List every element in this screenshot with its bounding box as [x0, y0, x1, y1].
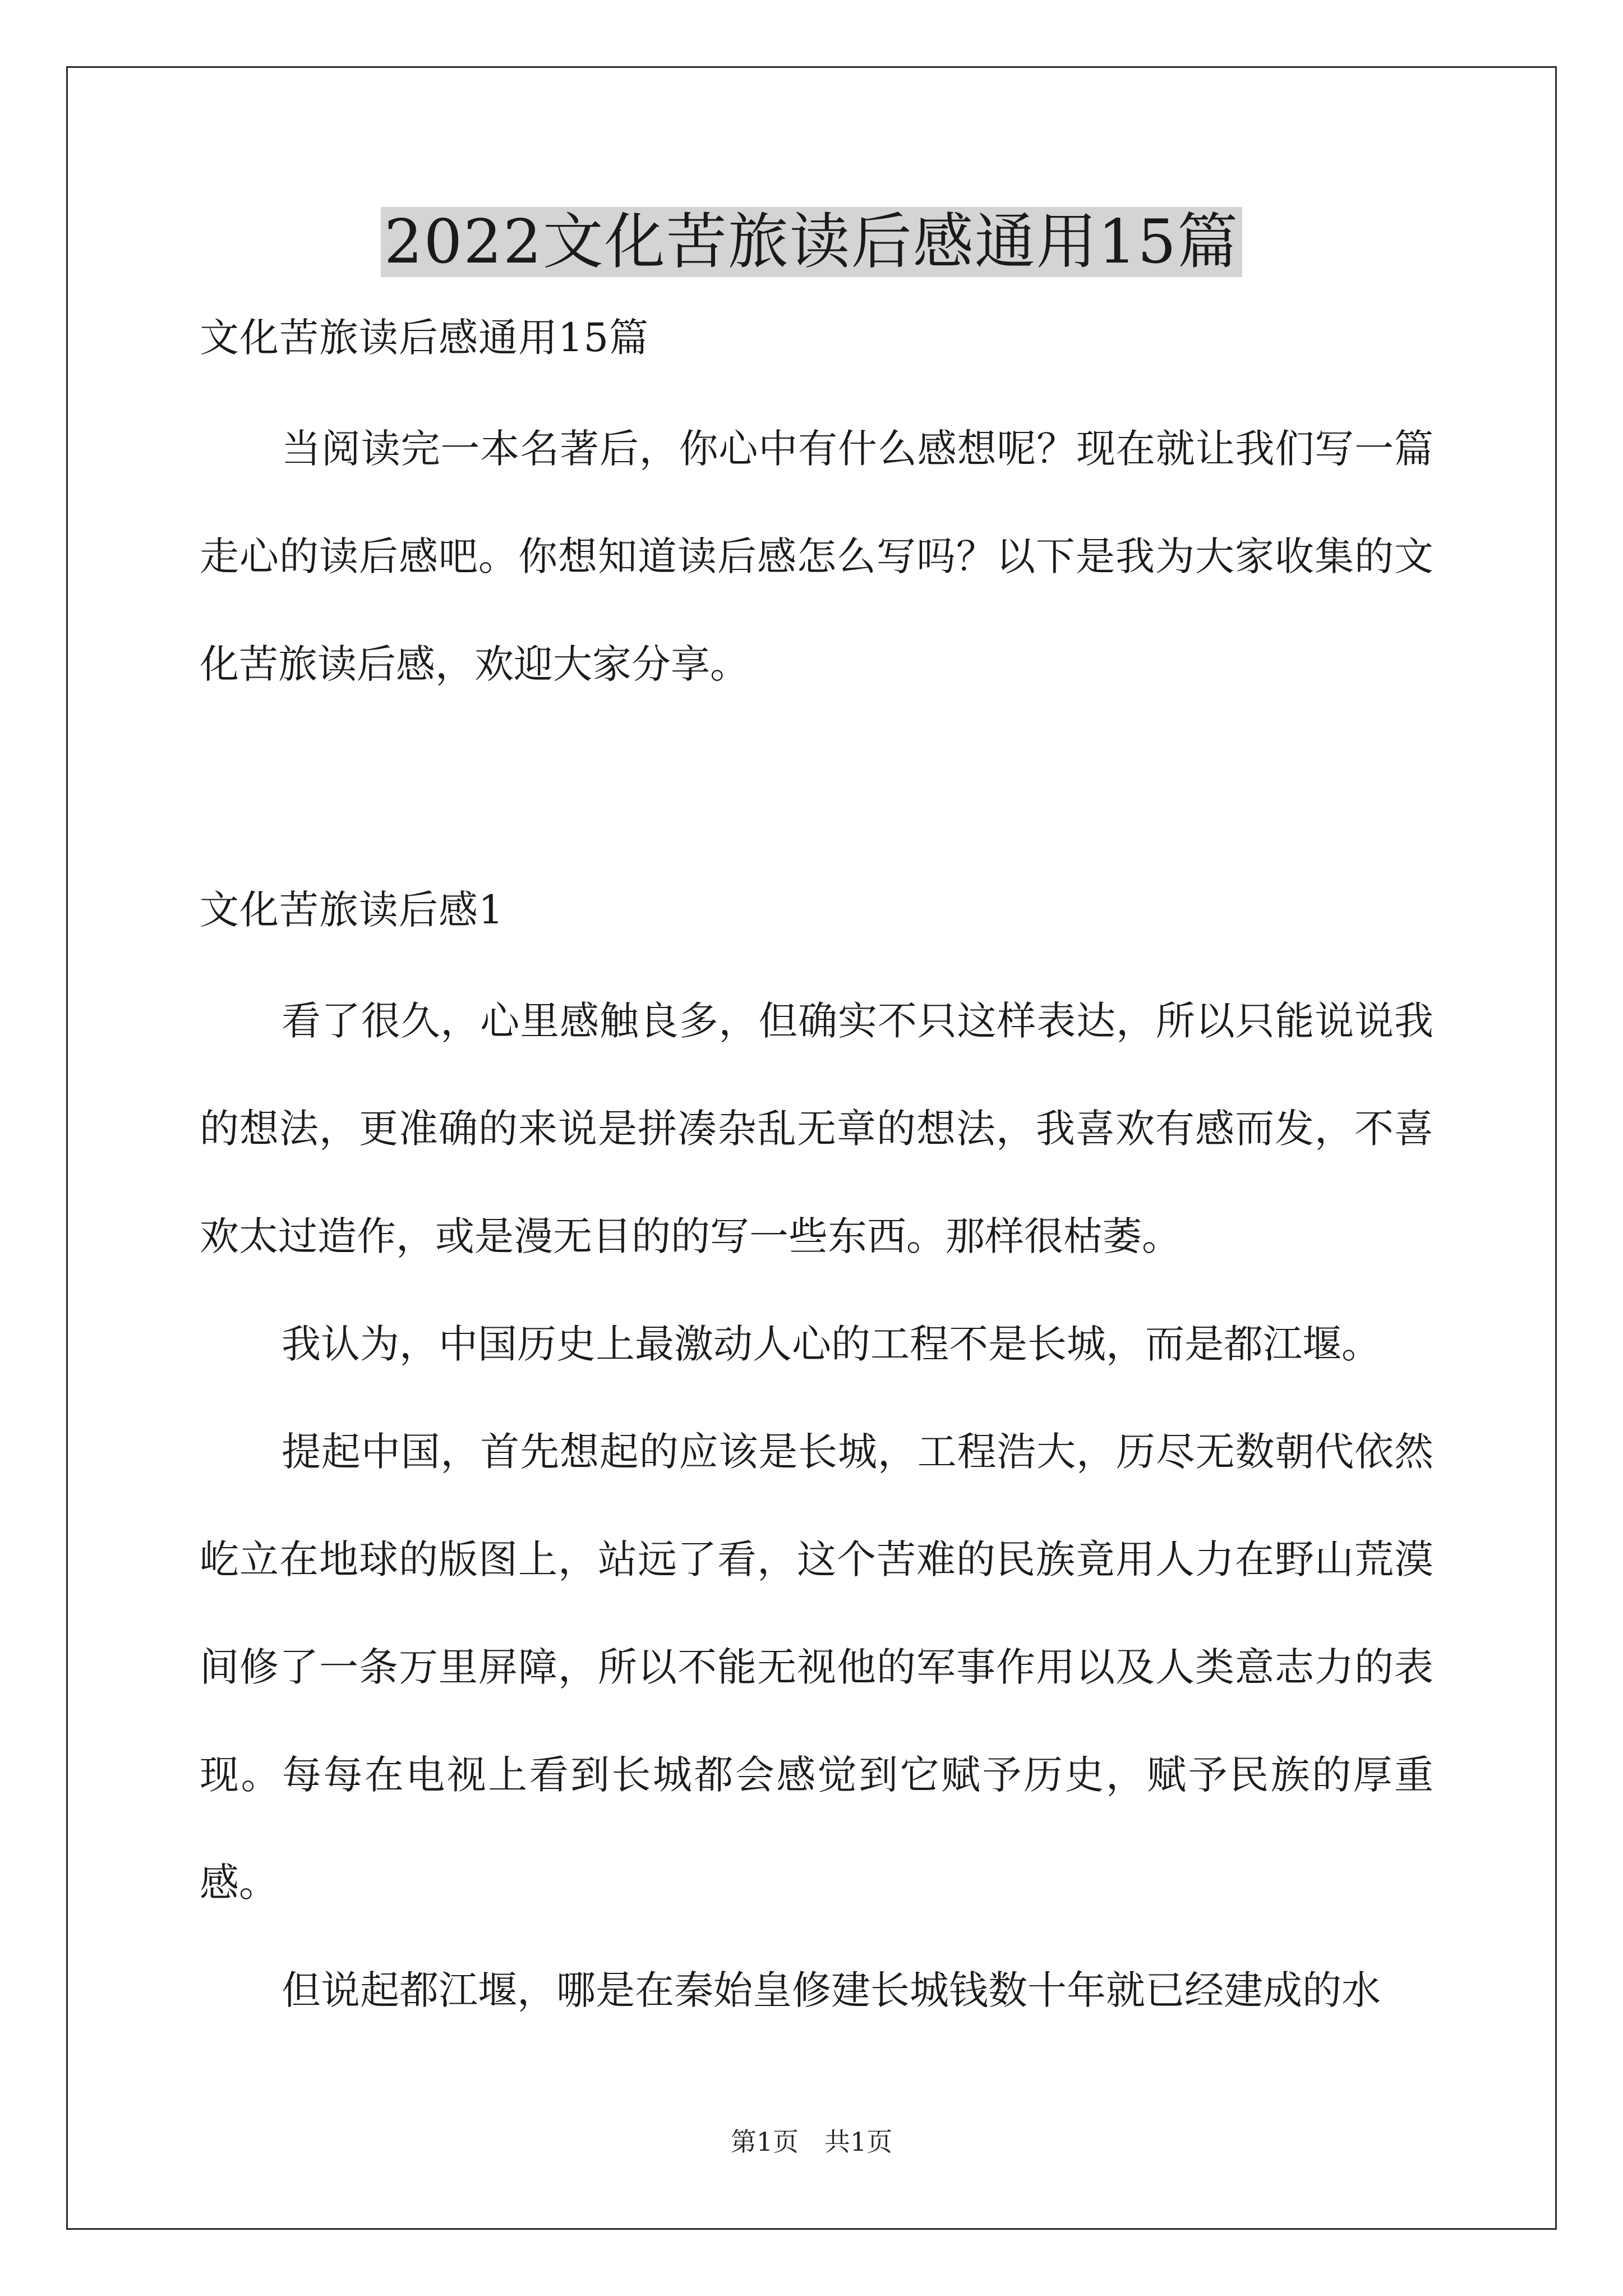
body-paragraph: 提起中国，首先想起的应该是长城，工程浩大，历尽无数朝代依然屹立在地球的版图上，站远了看，这个苦难的民族竟用人力在野山荒漠间修了一条万里屏障，所以不能无视他的军事作用以及人类意志力的表现。每每在电视上看到长城都会感觉到它赋予历史，赋予民族的厚重感。	[200, 1429, 1433, 1906]
document-subtitle: 文化苦旅读后感通用15篇	[200, 315, 649, 361]
document-title-text: 2022文化苦旅读后感通用15篇	[381, 207, 1242, 277]
body-paragraph: 我认为，中国历史上最激动人心的工程不是长城，而是都江堰。	[282, 1321, 1381, 1367]
document-title	[0, 203, 1623, 282]
section-heading: 文化苦旅读后感1	[200, 887, 504, 933]
page-footer: 第1页 共1页	[730, 2127, 893, 2157]
intro-paragraph: 当阅读完一本名著后，你心中有什么感想呢？现在就让我们写一篇走心的读后感吧。你想知道读后感怎么写吗？以下是我为大家收集的文化苦旅读后感，欢迎大家分享。	[200, 426, 1433, 687]
body-paragraph: 看了很久，心里感触良多，但确实不只这样表达，所以只能说说我的想法，更准确的来说是拼凑杂乱无章的想法，我喜欢有感而发，不喜欢太过造作，或是漫无目的的写一些东西。那样很枯萎。	[200, 998, 1433, 1259]
body-paragraph: 但说起都江堰，哪是在秦始皇修建长城钱数十年就已经建成的水	[282, 1967, 1381, 2013]
